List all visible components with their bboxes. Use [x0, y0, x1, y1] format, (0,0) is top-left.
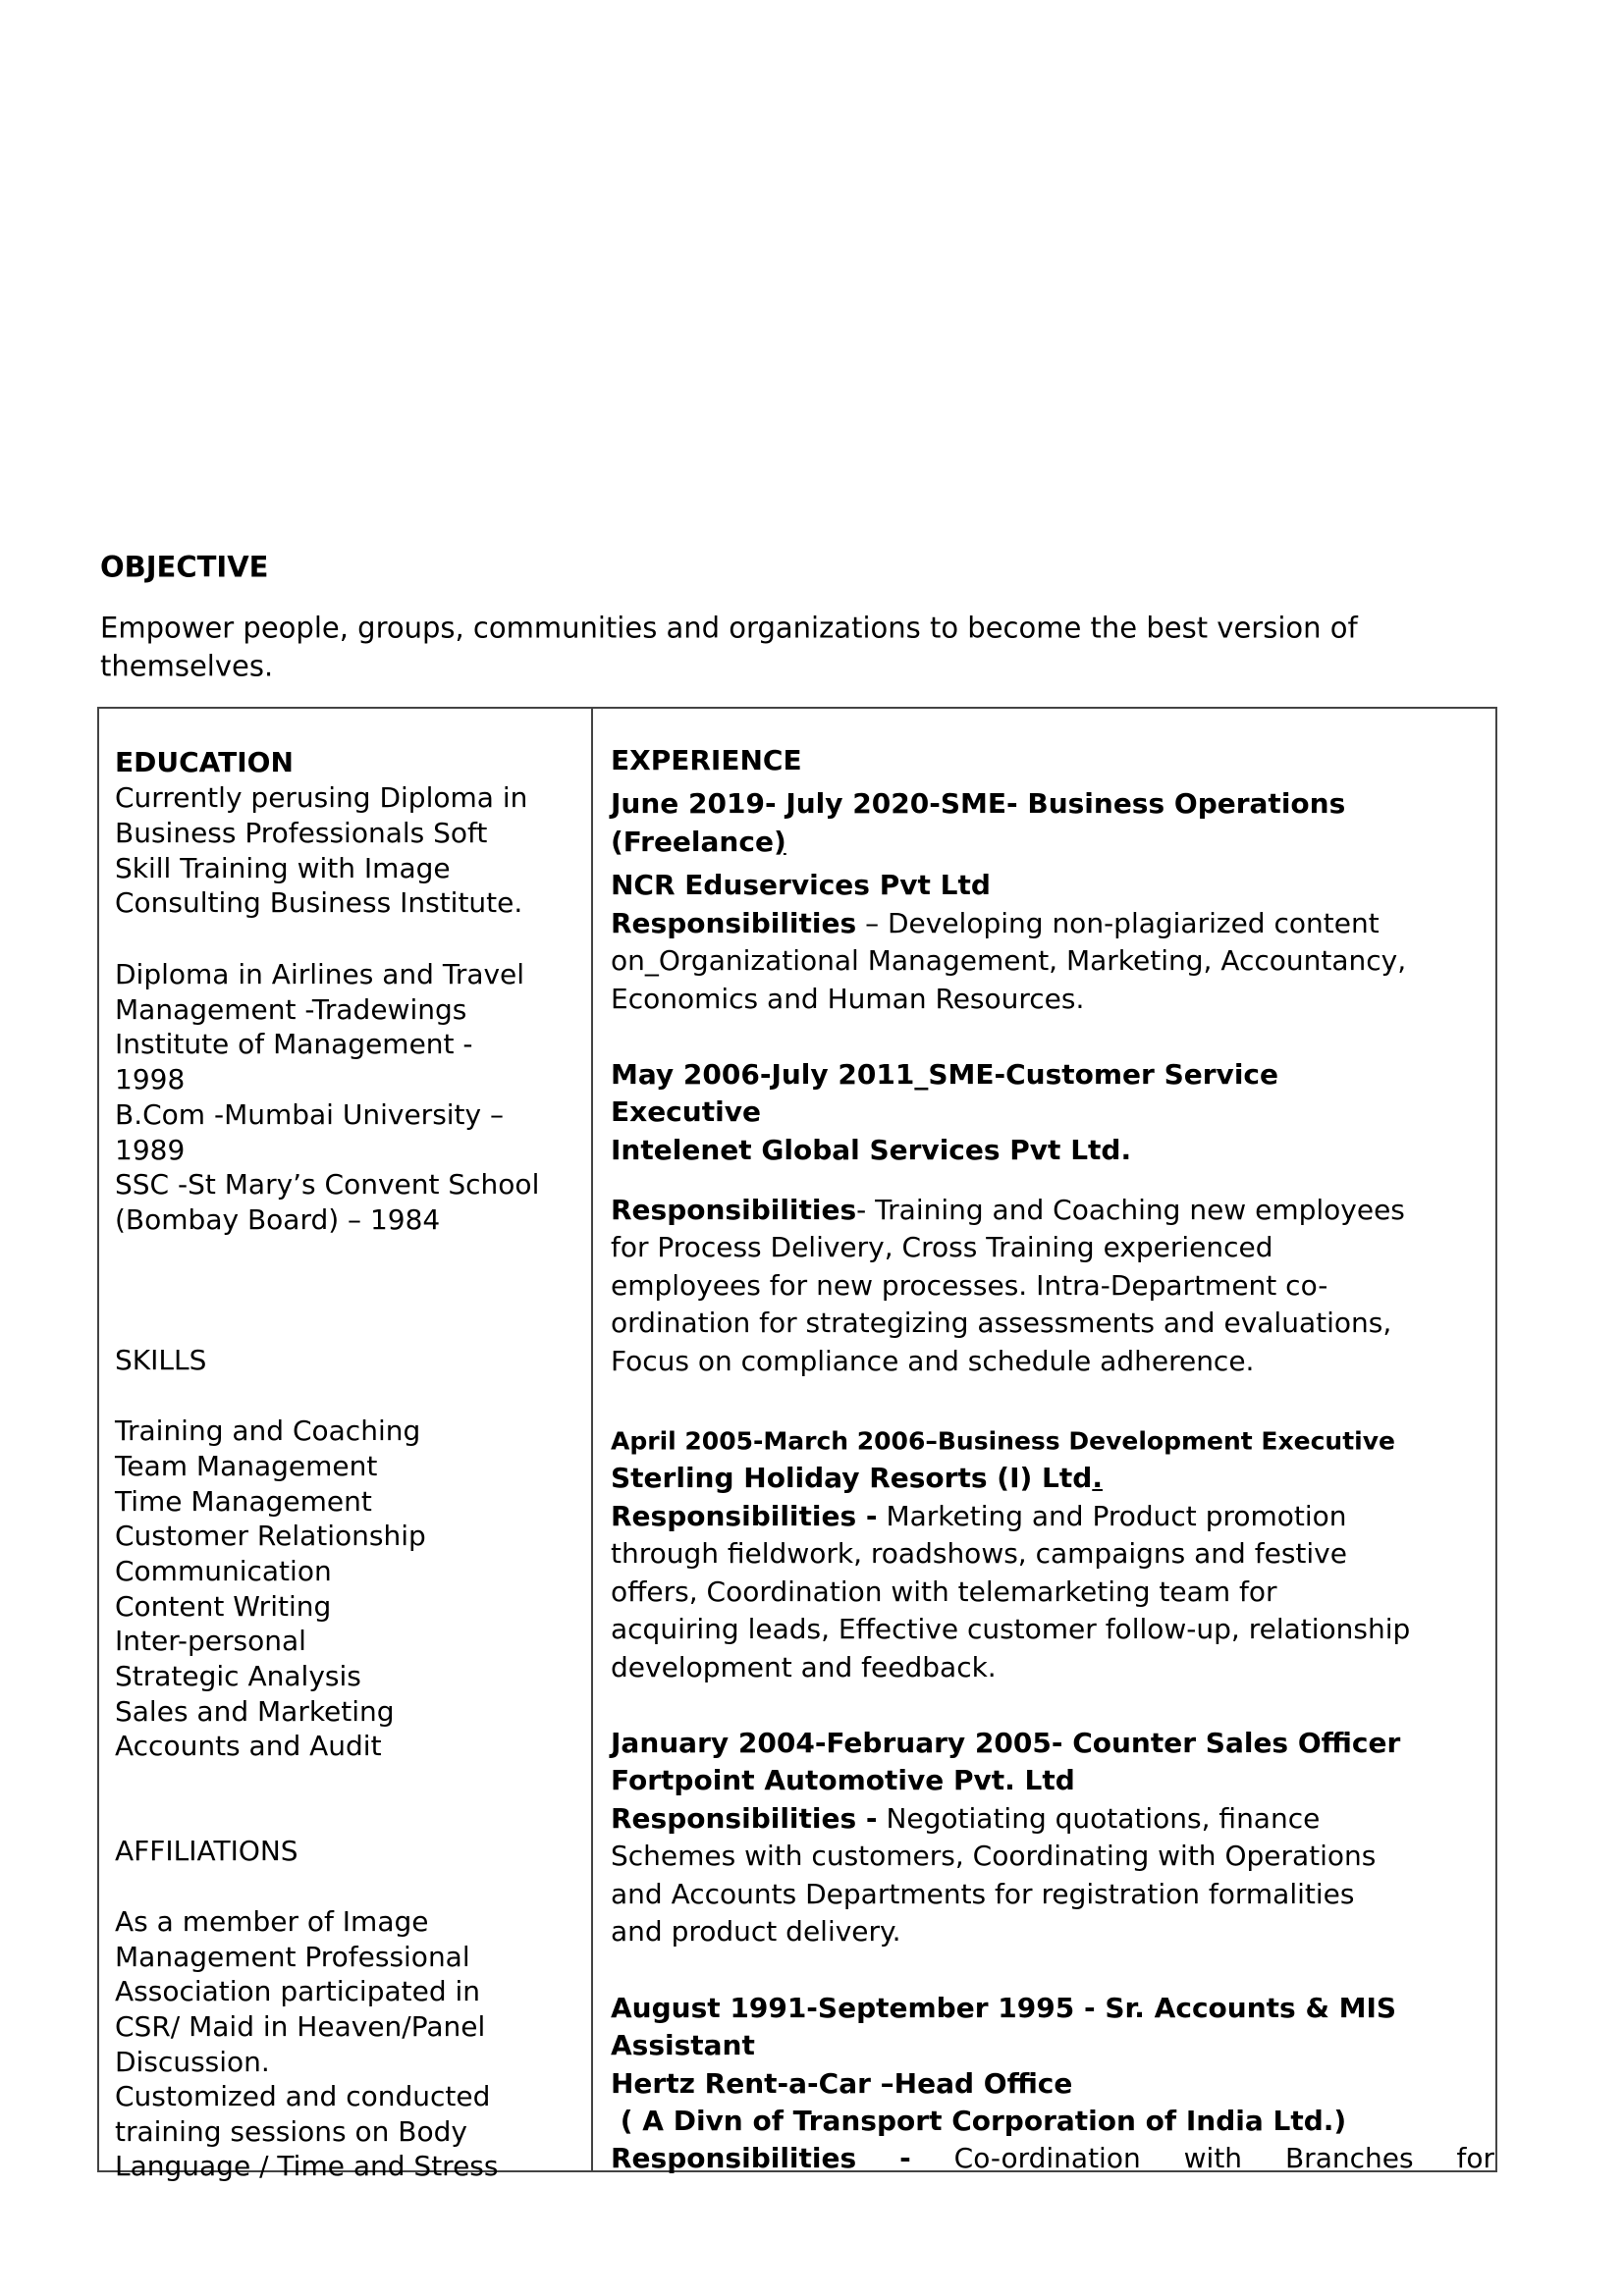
job-responsibilities-line: on_Organizational Management, Marketing, Accountancy, — [611, 944, 1407, 977]
education-line: 1989 — [115, 1134, 186, 1166]
responsibilities-word: with — [1183, 2142, 1243, 2174]
responsibilities-label: Responsibilities — [611, 907, 857, 939]
skill-item: Team Management — [115, 1450, 378, 1482]
job-responsibilities-line: development and feedback. — [611, 1651, 997, 1683]
responsibilities-text: – Developing non-plagiarized content — [856, 907, 1380, 939]
affiliation-line: Language / Time and Stress — [115, 2150, 499, 2182]
job-title: August 1991-September 1995 - Sr. Accounts & MIS — [611, 1992, 1397, 2024]
job-company: Intelenet Global Services Pvt Ltd. — [611, 1134, 1132, 1166]
objective-heading: OBJECTIVE — [100, 550, 269, 584]
column-divider — [591, 707, 593, 2172]
skill-item: Customer Relationship — [115, 1520, 426, 1552]
affiliation-line: CSR/ Maid in Heaven/Panel — [115, 2010, 486, 2043]
job-title — [611, 828, 786, 856]
job-responsibilities-line — [611, 1500, 1347, 1532]
skill-item: Communication — [115, 1555, 332, 1587]
skill-item: Inter-personal — [115, 1625, 306, 1657]
job-responsibilities-line: ordination for strategizing assessments and evaluations, — [611, 1307, 1392, 1339]
affiliation-line: Discussion. — [115, 2046, 270, 2078]
affiliation-line: Management Professional — [115, 1941, 470, 1973]
job-company — [611, 1462, 1103, 1494]
job-responsibilities-line: offers, Coordination with telemarketing team for — [611, 1575, 1277, 1608]
job-company: Hertz Rent-a-Car –Head Office — [611, 2067, 1073, 2100]
job-responsibilities-line: employees for new processes. Intra-Department co- — [611, 1269, 1328, 1302]
objective-text-line: Empower people, groups, communities and organizations to become the best version of — [100, 611, 1358, 645]
responsibilities-text: - Training and Coaching new employees — [856, 1194, 1405, 1226]
skill-item: Sales and Marketing — [115, 1695, 395, 1728]
education-line: (Bombay Board) – 1984 — [115, 1203, 441, 1236]
experience-heading: EXPERIENCE — [611, 744, 802, 776]
job-responsibilities-line: through fieldwork, roadshows, campaigns and festive — [611, 1537, 1347, 1570]
responsibilities-word: Co-ordination — [953, 2142, 1141, 2174]
skill-item: Strategic Analysis — [115, 1660, 361, 1692]
job-responsibilities-line: and product delivery. — [611, 1915, 901, 1948]
job-title-paren: ) — [773, 826, 786, 858]
education-line: Business Professionals Soft — [115, 817, 488, 849]
job-title: January 2004-February 2005- Counter Sales Officer — [611, 1727, 1401, 1759]
skill-item: Content Writing — [115, 1590, 332, 1623]
education-line: Management -Tradewings — [115, 993, 467, 1026]
job-company: NCR Eduservices Pvt Ltd — [611, 869, 991, 901]
education-line: SSC -St Mary’s Convent School — [115, 1168, 540, 1201]
job-responsibilities-line — [611, 1802, 1321, 1835]
education-line: Skill Training with Image — [115, 852, 451, 884]
job-responsibilities-line: acquiring leads, Effective customer follow-up, relationship — [611, 1613, 1411, 1645]
affiliation-line: Association participated in — [115, 1975, 481, 2007]
skill-item: Time Management — [115, 1485, 372, 1518]
affiliation-line: training sessions on Body — [115, 2115, 467, 2148]
job-company: Fortpoint Automotive Pvt. Ltd — [611, 1764, 1075, 1796]
job-responsibilities-line — [611, 2142, 1494, 2174]
skill-item: Accounts and Audit — [115, 1730, 382, 1762]
responsibilities-label: Responsibilities - — [611, 1500, 878, 1532]
affiliation-line: Customized and conducted — [115, 2080, 491, 2112]
job-company-division: ( A Divn of Transport Corporation of India Ltd.) — [611, 2105, 1347, 2137]
education-line: Diploma in Airlines and Travel — [115, 958, 525, 990]
education-line: Institute of Management - — [115, 1028, 473, 1060]
responsibilities-text: Negotiating quotations, finance — [877, 1802, 1321, 1835]
job-title: Executive — [611, 1095, 761, 1128]
skills-heading: SKILLS — [115, 1344, 207, 1376]
job-responsibilities-line: and Accounts Departments for registration formalities — [611, 1878, 1355, 1910]
affiliations-heading: AFFILIATIONS — [115, 1835, 298, 1867]
company-name: Sterling Holiday Resorts (I) Ltd — [611, 1462, 1093, 1494]
affiliation-line: As a member of Image — [115, 1905, 429, 1938]
responsibilities-word: Branches — [1284, 2142, 1414, 2174]
education-heading: EDUCATION — [115, 746, 294, 778]
education-line: Consulting Business Institute. — [115, 886, 523, 919]
responsibilities-label: Responsibilities - — [611, 1802, 878, 1835]
job-responsibilities-line: Economics and Human Resources. — [611, 983, 1085, 1015]
job-title: June 2019- July 2020-SME- Business Operations — [611, 787, 1346, 820]
responsibilities-label: Responsibilities — [611, 1194, 857, 1226]
company-suffix: . — [1092, 1462, 1103, 1494]
job-title-text: (Freelance — [611, 826, 774, 858]
job-responsibilities-line — [611, 907, 1380, 939]
job-responsibilities-line: for Process Delivery, Cross Training experienced — [611, 1231, 1273, 1263]
job-responsibilities-line: Focus on compliance and schedule adherence. — [611, 1345, 1255, 1377]
skill-item: Training and Coaching — [115, 1415, 421, 1447]
job-title: Assistant — [611, 2029, 755, 2061]
job-responsibilities-line — [611, 1194, 1405, 1226]
responsibilities-dash: - — [899, 2142, 911, 2174]
education-line: 1998 — [115, 1063, 186, 1095]
job-title: May 2006-July 2011_SME-Customer Service — [611, 1058, 1278, 1091]
education-line: Currently perusing Diploma in — [115, 781, 528, 814]
objective-text-line: themselves. — [100, 649, 274, 683]
responsibilities-text: Marketing and Product promotion — [877, 1500, 1347, 1532]
education-line: B.Com -Mumbai University – — [115, 1098, 505, 1131]
job-title: April 2005-March 2006–Business Development Executive — [611, 1426, 1395, 1456]
job-responsibilities-line: Schemes with customers, Coordinating with Operations — [611, 1840, 1377, 1872]
responsibilities-word: for — [1456, 2142, 1494, 2174]
responsibilities-label: Responsibilities — [611, 2142, 857, 2174]
